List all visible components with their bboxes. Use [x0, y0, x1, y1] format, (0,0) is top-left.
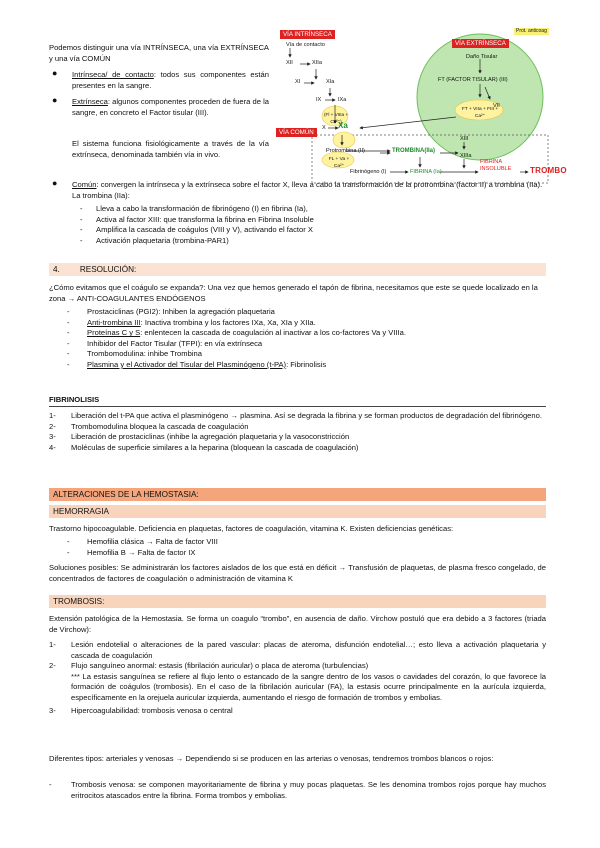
factor-x: X	[322, 125, 326, 131]
fibrinogeno: Fibrinógeno (I)	[350, 169, 387, 175]
anticoagulant-list	[67, 307, 547, 371]
heading-text: RESOLUCIÓN:	[79, 265, 137, 274]
list-item: 1- Liberación del t-PA que activa el plasminógeno → plasmina. Así se degrada la fibrina y se forman productos de degradación del fibrinógeno.	[49, 411, 542, 420]
via-intrinseca-label: VÍA INTRÍNSECA	[280, 30, 335, 39]
bullet-intrinseca	[72, 70, 269, 91]
hemorragia-text: Trastorno hipocoagulable. Deficiencia en plaquetas, factores de coagulación, vitamina K. Existen deficiencias genéticas:	[49, 524, 454, 533]
factor-vii: VII	[493, 103, 500, 109]
via-contacto: Vía de contacto	[286, 42, 325, 48]
list-item: - Lleva a cabo la transformación de fibrinógeno (I) en fibrina (Ia),	[80, 204, 308, 213]
factor-xii: XII	[286, 60, 293, 66]
fibrinolisis-list	[49, 411, 546, 453]
bullet: ●	[52, 178, 58, 188]
list-item: - Activa al factor XIII: que transforma la fibrina en Fibrina Insoluble	[80, 214, 314, 224]
intro-paragraph: Podemos distinguir una vía INTRÍNSECA, una vía EXTRÍNSECA y una vía COMÚN	[49, 43, 269, 63]
factor-xi: XI	[295, 79, 301, 85]
via-extrinseca-label: VÍA EXTRÍNSECA	[452, 39, 509, 48]
list-item: - Hemofilia clásica → Falta de factor VIII	[67, 537, 218, 546]
fibrina-ia: FIBRINA (Ia)	[410, 169, 442, 175]
complex-viiia: (Fl + VIIIa + Ca²⁺)	[324, 112, 348, 124]
text-comun: : convergen la intrínseca y la extrínseca sobre el factor X, lleva a cabo la transformación de la protrombina (factor II) a trombina (IIa). La trombina (IIa):	[72, 180, 543, 200]
hemorragia-heading: HEMORRAGIA	[49, 505, 546, 518]
factor-xia: XIa	[326, 79, 335, 85]
legend-label: Prot. anticoag	[516, 28, 547, 34]
list-item: - Proteínas C y S: enlentecen la cascada de coagulación al inactivar a los co-factores Va y VIIIa.	[67, 328, 406, 338]
list-item: - Trombomodulina: inhibe Trombina	[67, 349, 202, 359]
extrinseca-extra: El sistema funciona fisiológicamente a través de la vía extrínseca, denominada también vía in vivo.	[72, 139, 269, 159]
trombosis-text: Extensión patológica de la Hemostasia. Se forma un coagulo “trombo”, en ausencia de daño. Virchow postuló que era debido a 3 factores (triada de Virchow):	[49, 614, 546, 634]
tipos-text: Diferentes tipos: arteriales y venosas → Dependiendo si se producen en las arterias o venosas, tendremos trombos blancos o rojos:	[49, 754, 494, 763]
list-item: - Trombosis venosa: se componen mayoritariamente de fibrina y muy pocas plaquetas. Se les denomina trombos rojos porque hay muchos eritrocitos atascados entre la fibrina. Forma trombos y embolias.	[49, 780, 546, 800]
bullet: ●	[52, 68, 58, 78]
fibrinolisis-heading: FIBRINOLISIS	[49, 395, 100, 404]
thrombin-list	[80, 204, 540, 246]
list-item: - Hemofilia B → Falta de factor IX	[67, 547, 196, 557]
term-comun: Común	[72, 180, 97, 189]
via-comun-label: VÍA COMÚN	[276, 128, 317, 137]
divider	[49, 406, 546, 407]
list-item: *** La estasis sanguínea se refiere al flujo lento o estancado de la sangre dentro de los vasos o cavidades del corazón, lo que favorece la formación de coágulos (trombosis). En el caso de la fibrilación auricular (FA), la estasis ocurre principalmente en la aurícula izquierda, específicamente en la orejuela auricular izquierda, aumentando el riesgo de formación de trombos y embolias.	[71, 671, 546, 702]
list-item: - Activación plaquetaria (trombina-PAR1)	[80, 235, 229, 245]
resolucion-intro: ¿Cómo evitamos que el coágulo se expanda?: Una vez que hemos generado el tapón de fibrina, necesitamos que este se quede localizado en la zona → ANTI-COAGULANTES ENDÓGENOS	[49, 283, 538, 303]
factor-ixa: IXa	[338, 97, 347, 103]
hemofilia-list	[67, 537, 547, 558]
trombo: TROMBO	[530, 166, 567, 175]
bullet: ●	[52, 95, 58, 105]
list-item: 3- Liberación de prostaciclinas (inhibe la agregación plaquetaria y la vasoconstricción	[49, 432, 350, 442]
bullet-extrinseca	[72, 97, 269, 118]
list-item: 4- Moléculas de superficie similares a la heparina (bloquean la cascada de coagulación)	[49, 442, 359, 452]
factor-tisular: FT (FACTOR TISULAR) (III)	[438, 77, 508, 83]
list-item: - Prostaciclinas (PGI2): Inhiben la agregación plaquetaria	[67, 307, 275, 316]
list-item: - Inhibidor del Factor Tisular (TFPI): en vía extrínseca	[67, 338, 263, 348]
heading-number: 4.	[53, 265, 60, 274]
alteraciones-heading: ALTERACIONES DE LA HEMOSTASIA:	[49, 488, 546, 501]
list-item: 2- Flujo sanguíneo anormal: estasis (fibrilación auricular) o placa de ateroma (turbulencias)	[49, 661, 369, 671]
dano-tisular: Daño Tisular	[466, 54, 498, 60]
x-ellipse	[333, 132, 355, 148]
text-extrinseca: : algunos componentes proceden de fuera de la sangre, en concreto el Factor tisular (III).	[72, 97, 269, 117]
list-item: - Plasmina y el Activador del Tisular del Plasminógeno (t-PA): Fibrinolisis	[67, 359, 327, 369]
fibrina-insoluble: FIBRINA INSOLUBLE	[480, 159, 512, 172]
factor-xa: Xa	[338, 121, 348, 130]
trombosis-heading: TROMBOSIS:	[49, 595, 546, 608]
list-item: 1- Lesión endotelial o alteraciones de la pared vascular: placas de ateroma, disfunción endotelial…; esto lleva a activación plaquetaria y cascada de coagulación	[49, 640, 546, 660]
list-item: 3- Hipercoagulabilidad: trombosis venosa o central	[49, 705, 233, 715]
complex-va: FL + Va + Ca²⁺	[328, 157, 350, 169]
factor-xiiia: XIIIa	[460, 153, 472, 159]
factor-ix: IX	[316, 97, 322, 103]
text-intrinseca: : todos sus componentes están presentes en la sangre.	[72, 70, 269, 90]
factor-xiii: XIII	[460, 136, 469, 142]
list-item: 2- Trombomodulina bloquea la cascada de coagulación	[49, 421, 249, 431]
list-item: - Amplifica la cascada de coágulos (VIII y V), activando el factor X	[80, 225, 313, 235]
complex-viia: FT + VIIa + FIII + Ca²⁺	[461, 107, 499, 119]
tipos-list	[49, 780, 546, 801]
trombina: TROMBINA(IIa)	[392, 148, 435, 154]
term-intrinseca: Intrínseca/ de contacto	[72, 70, 154, 79]
term-extrinseca: Extrínseca	[72, 97, 108, 106]
factor-xiia: XIIa	[312, 60, 322, 66]
virchow-list	[49, 640, 546, 716]
protrombina: Protrombina (II)	[326, 148, 365, 154]
list-item: - Anti-trombina III: Inactiva trombina y los factores IXa, Xa, XIa y XIIa.	[67, 317, 316, 327]
soluciones-text: Soluciones posibles: Se administrarán los factores aislados de los que está en déficit → Transfusión de plaquetas, de plasma fresco congelado, de concentrados de factores de coagulación o administración de vitamina K	[49, 563, 546, 583]
coagulation-diagram	[279, 27, 567, 187]
resolucion-heading	[49, 263, 546, 276]
